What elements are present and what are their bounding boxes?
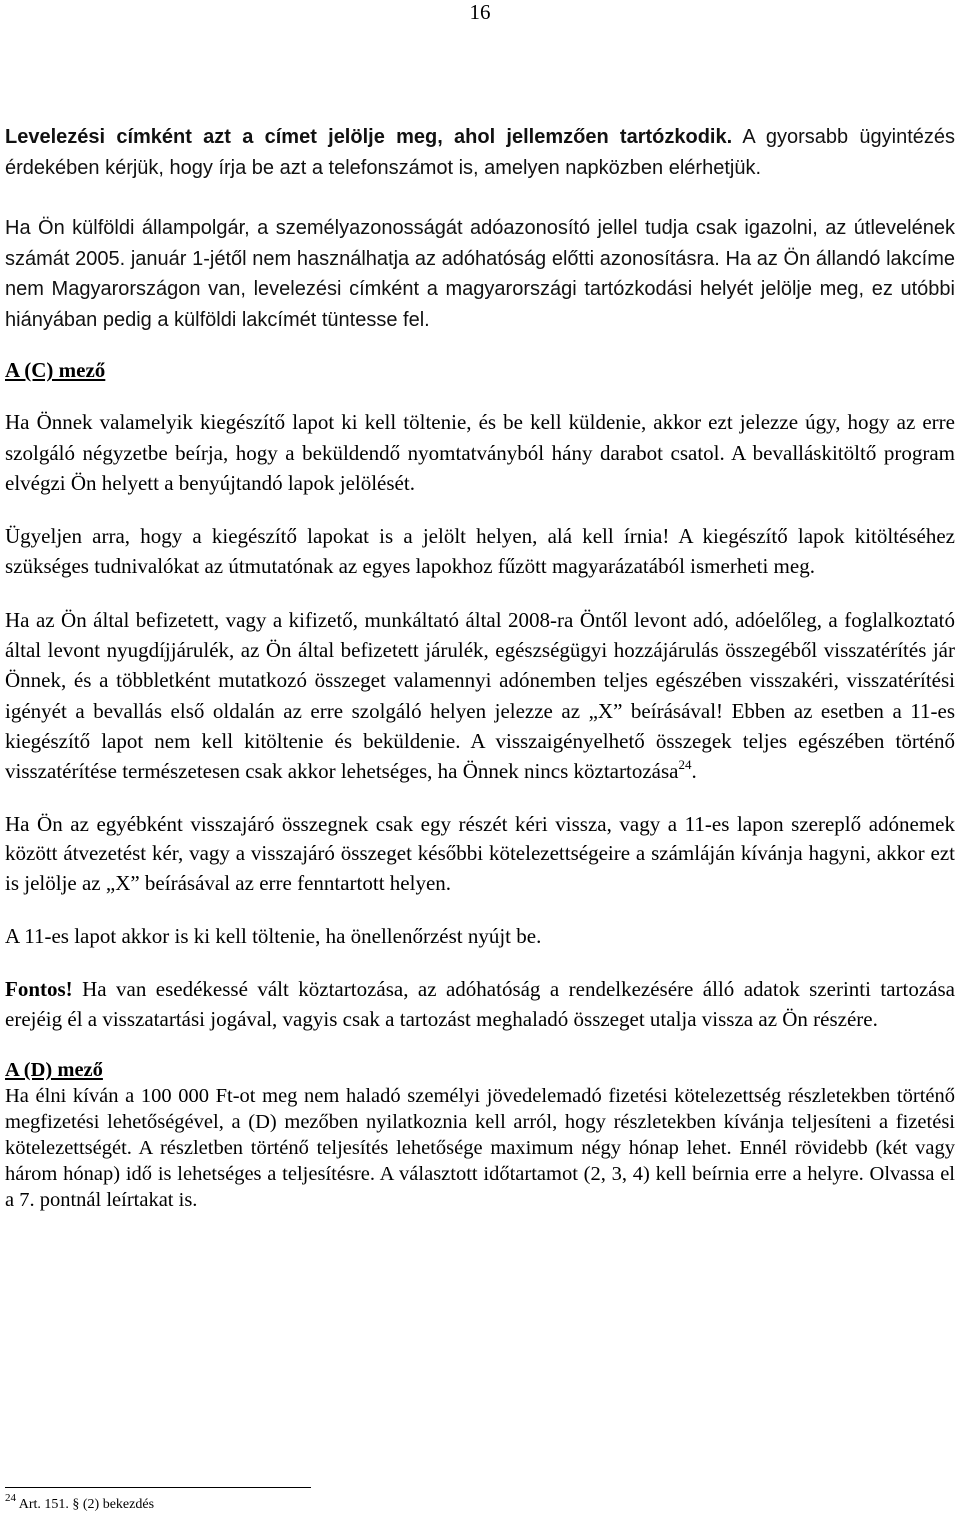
footnote-separator <box>5 1487 311 1488</box>
paragraph-signature-note: Ügyeljen arra, hogy a kiegészítő lapokat is a jelölt helyen, alá kell írnia! A kiegészítő lapok kitöltéséhez szükséges tudnivalókat az útmutatónak az egyes lapokhoz fűzött magyarázatából ismerheti meg. <box>5 524 955 579</box>
section-heading-c <box>5 355 955 385</box>
heading-text: A (C) mező <box>5 358 106 382</box>
paragraph-supplementary-sheets: Ha Önnek valamelyik kiegészítő lapot ki kell töltenie, és be kell küldenie, akkor ezt jelezze úgy, hogy az erre szolgáló négyzetbe beírja, hogy a beküldendő nyomtatványból hány darabot csatol. A bevalláskitöltő program elvégzi Ön helyett a benyújtandó lapok jelölését. <box>5 410 955 495</box>
page-content <box>5 122 955 1213</box>
footnote-text: Art. 151. § (2) bekezdés <box>18 1497 155 1512</box>
heading-text: A (D) mező <box>5 1058 103 1081</box>
section-heading-d <box>5 1057 955 1083</box>
footnote-reference: 24 <box>678 757 692 773</box>
paragraph-mailing-address <box>5 122 955 183</box>
paragraph-partial-refund: Ha Ön az egyébként visszajáró összegnek csak egy részét kéri vissza, vagy a 11-es lapon szereplő adónemek között átvezetést kér, vagy a visszajáró összeget későbbi kötelezettségeire a számláján kívánja hagyni, akkor ezt is jelölje az „X” beírásával az erre fenntartott helyen. <box>5 811 955 895</box>
paragraph-important <box>5 975 955 1034</box>
footnote <box>5 1492 155 1514</box>
paragraph-foreign-citizen: Ha Ön külföldi állampolgár, a személyazonosságát adóazonosító jellel tudja csak igazolni, az útlevelének számát 2005. január 1-jétől nem használhatja az adóhatóság előtti azonosításra. Ha az Ön állandó lakcíme nem Magyarországon van, levelezési címként a magyarországi tartózkodási helyét jelölje meg, ez utóbbi hiányában pedig a külföldi lakcímét tüntesse fel. <box>5 217 955 331</box>
paragraph-installments: Ha élni kíván a 100 000 Ft-ot meg nem haladó személyi jövedelemadó fizetési kötelezettség részletekben történő megfizetési lehetőségével, a (D) mezőben nyilatkoznia kell arról, hogy részletekben kívánja teljesíteni a fizetési kötelezettségét. A részletben történő teljesítés lehetősége maximum négy hónap lehet. Ennél rövidebb (két vagy három hónap) idő is lehetséges a teljesítésre. A választott időtartamot (2, 3, 4) kell beírnia erre a helyre. Olvassa el a 7. pontnál leírtakat is. <box>5 1084 955 1211</box>
footnote-number: 24 <box>5 1492 16 1504</box>
paragraph-text: Ha az Ön által befizetett, vagy a kifizető, munkáltató által 2008-ra Öntől levont adó, adóelőleg, a foglalkoztató által levont nyugdíjjárulék, az Ön által befizetett járulék, egészségügyi hozzájárulás összegéből visszatérítés jár Önnek, és a többletként mutatkozó összeget valamennyi adónemben teljes egészében visszakéri, visszatérítési igényét a bevallás első oldalán az erre szolgáló helyen jelezze az „X” beírásával! Ebben az esetben a 11-es kiegészítő lapot nem kell kitöltenie és beküldenie. A visszaigényelhető összegek teljes egészében történő visszatérítése természetesen csak akkor lehetséges, ha Önnek nincs köztartozása <box>5 607 955 784</box>
page-number: 16 <box>469 0 491 24</box>
bold-lead-text: Levelezési címként azt a címet jelölje meg, ahol jellemzően tartózkodik. <box>5 126 733 148</box>
bold-lead-text: Fontos! <box>5 977 73 1002</box>
paragraph-text-end: . <box>691 759 697 784</box>
paragraph-text: A gyorsabb ügyintézés érdekében kérjük, hogy írja be azt a telefonszámot is, amelyen napközben elérhetjük. <box>5 126 955 179</box>
paragraph-refund <box>5 605 955 787</box>
paragraph-text: Ha van esedékessé vált köztartozása, az adóhatóság a rendelkezésére álló adatok szerinti tartozása erejéig él a visszatartási jogával, vagyis csak a tartozást meghaladó összeget utalja vissza az Ön részére. <box>5 977 955 1032</box>
paragraph-self-revision: A 11-es lapot akkor is ki kell töltenie, ha önellenőrzést nyújt be. <box>5 923 542 948</box>
